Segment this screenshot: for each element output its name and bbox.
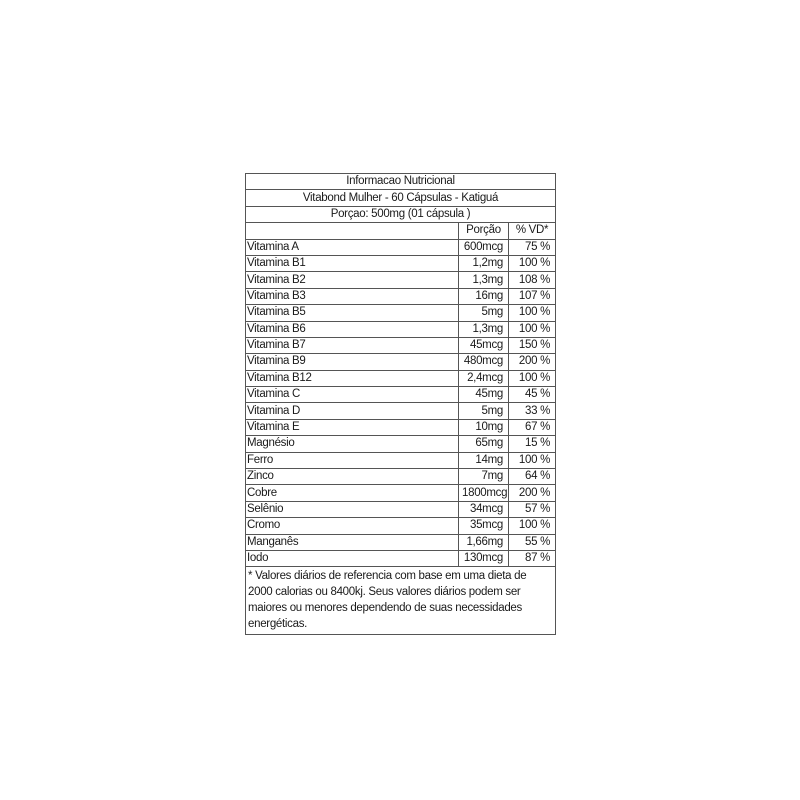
- nutrient-dv: 100 %: [509, 370, 556, 386]
- nutrient-portion: 130mcg: [459, 550, 509, 566]
- nutrient-portion: 45mcg: [459, 337, 509, 353]
- nutrient-name: Vitamina D: [246, 403, 459, 419]
- nutrient-dv: 87 %: [509, 550, 556, 566]
- nutrient-dv: 100 %: [509, 305, 556, 321]
- nutrient-portion: 1,2mg: [459, 255, 509, 271]
- table-row: [246, 272, 556, 288]
- nutrient-name: Ferro: [246, 452, 459, 468]
- nutrient-dv: 55 %: [509, 534, 556, 550]
- nutrient-portion: 35mcg: [459, 518, 509, 534]
- nutrient-dv: 45 %: [509, 387, 556, 403]
- nutrient-dv: 64 %: [509, 469, 556, 485]
- nutrient-dv: 150 %: [509, 337, 556, 353]
- nutrient-name: Vitamina B1: [246, 255, 459, 271]
- header-portion: Porção: [459, 223, 509, 239]
- product-name: Vitabond Mulher - 60 Cápsulas - Katiguá: [246, 190, 556, 206]
- table-row: [246, 305, 556, 321]
- nutrient-portion: 5mg: [459, 403, 509, 419]
- nutrient-name: Vitamina A: [246, 239, 459, 255]
- nutrient-portion: 1,3mg: [459, 321, 509, 337]
- nutrient-dv: 100 %: [509, 321, 556, 337]
- header-nutrient: [246, 223, 459, 239]
- nutrient-portion: 34mcg: [459, 501, 509, 517]
- nutrient-portion: 1,66mg: [459, 534, 509, 550]
- nutrient-name: Vitamina B9: [246, 354, 459, 370]
- table-row: [246, 550, 556, 566]
- nutrient-portion: 600mcg: [459, 239, 509, 255]
- table-row: [246, 534, 556, 550]
- table-row: [246, 288, 556, 304]
- nutrient-portion: 1,3mg: [459, 272, 509, 288]
- nutrient-portion: 16mg: [459, 288, 509, 304]
- nutrient-name: Vitamina B7: [246, 337, 459, 353]
- table-row: [246, 419, 556, 435]
- nutrient-name: Iodo: [246, 550, 459, 566]
- table-row: [246, 452, 556, 468]
- title-row: [246, 174, 556, 190]
- nutrient-dv: 57 %: [509, 501, 556, 517]
- nutrient-name: Vitamina B12: [246, 370, 459, 386]
- nutrient-dv: 108 %: [509, 272, 556, 288]
- nutrition-facts-panel: [245, 173, 555, 635]
- nutrient-dv: 100 %: [509, 452, 556, 468]
- table-row: [246, 255, 556, 271]
- nutrient-portion: 45mg: [459, 387, 509, 403]
- nutrient-dv: 100 %: [509, 255, 556, 271]
- nutrient-name: Vitamina E: [246, 419, 459, 435]
- table-title: Informacao Nutricional: [246, 174, 556, 190]
- nutrient-portion: 2,4mcg: [459, 370, 509, 386]
- header-row: [246, 223, 556, 239]
- footnote-row: [246, 567, 556, 635]
- nutrient-name: Vitamina B6: [246, 321, 459, 337]
- footnote: * Valores diários de referencia com base em uma dieta de 2000 calorias ou 8400kj. Seus valores diários podem ser maiores ou menores dependendo de suas necessidades energéticas.: [246, 567, 556, 635]
- table-row: [246, 387, 556, 403]
- nutrient-dv: 107 %: [509, 288, 556, 304]
- table-row: [246, 403, 556, 419]
- nutrient-portion: 7mg: [459, 469, 509, 485]
- nutrient-portion: 1800mcg: [459, 485, 509, 501]
- nutrient-portion: 5mg: [459, 305, 509, 321]
- nutrient-name: Selênio: [246, 501, 459, 517]
- subtitle-row: [246, 190, 556, 206]
- nutrient-dv: 67 %: [509, 419, 556, 435]
- serving-size: Porçao: 500mg (01 cápsula ): [246, 206, 556, 222]
- header-dv: % VD*: [509, 223, 556, 239]
- nutrient-name: Vitamina B5: [246, 305, 459, 321]
- nutrient-name: Magnésio: [246, 436, 459, 452]
- table-row: [246, 518, 556, 534]
- nutrient-dv: 15 %: [509, 436, 556, 452]
- nutrient-name: Vitamina B3: [246, 288, 459, 304]
- nutrient-portion: 480mcg: [459, 354, 509, 370]
- nutrient-dv: 75 %: [509, 239, 556, 255]
- nutrient-dv: 33 %: [509, 403, 556, 419]
- table-row: [246, 337, 556, 353]
- nutrient-portion: 14mg: [459, 452, 509, 468]
- nutrient-dv: 200 %: [509, 485, 556, 501]
- nutrient-name: Cromo: [246, 518, 459, 534]
- table-row: [246, 485, 556, 501]
- table-row: [246, 354, 556, 370]
- table-row: [246, 370, 556, 386]
- serving-row: [246, 206, 556, 222]
- nutrient-name: Cobre: [246, 485, 459, 501]
- nutrient-portion: 10mg: [459, 419, 509, 435]
- nutrient-name: Vitamina C: [246, 387, 459, 403]
- table-row: [246, 436, 556, 452]
- table-row: [246, 501, 556, 517]
- nutrition-table: [245, 173, 556, 635]
- nutrient-portion: 65mg: [459, 436, 509, 452]
- table-row: [246, 321, 556, 337]
- nutrient-name: Manganês: [246, 534, 459, 550]
- table-row: [246, 239, 556, 255]
- table-row: [246, 469, 556, 485]
- nutrient-dv: 200 %: [509, 354, 556, 370]
- nutrient-dv: 100 %: [509, 518, 556, 534]
- nutrient-name: Vitamina B2: [246, 272, 459, 288]
- nutrient-name: Zinco: [246, 469, 459, 485]
